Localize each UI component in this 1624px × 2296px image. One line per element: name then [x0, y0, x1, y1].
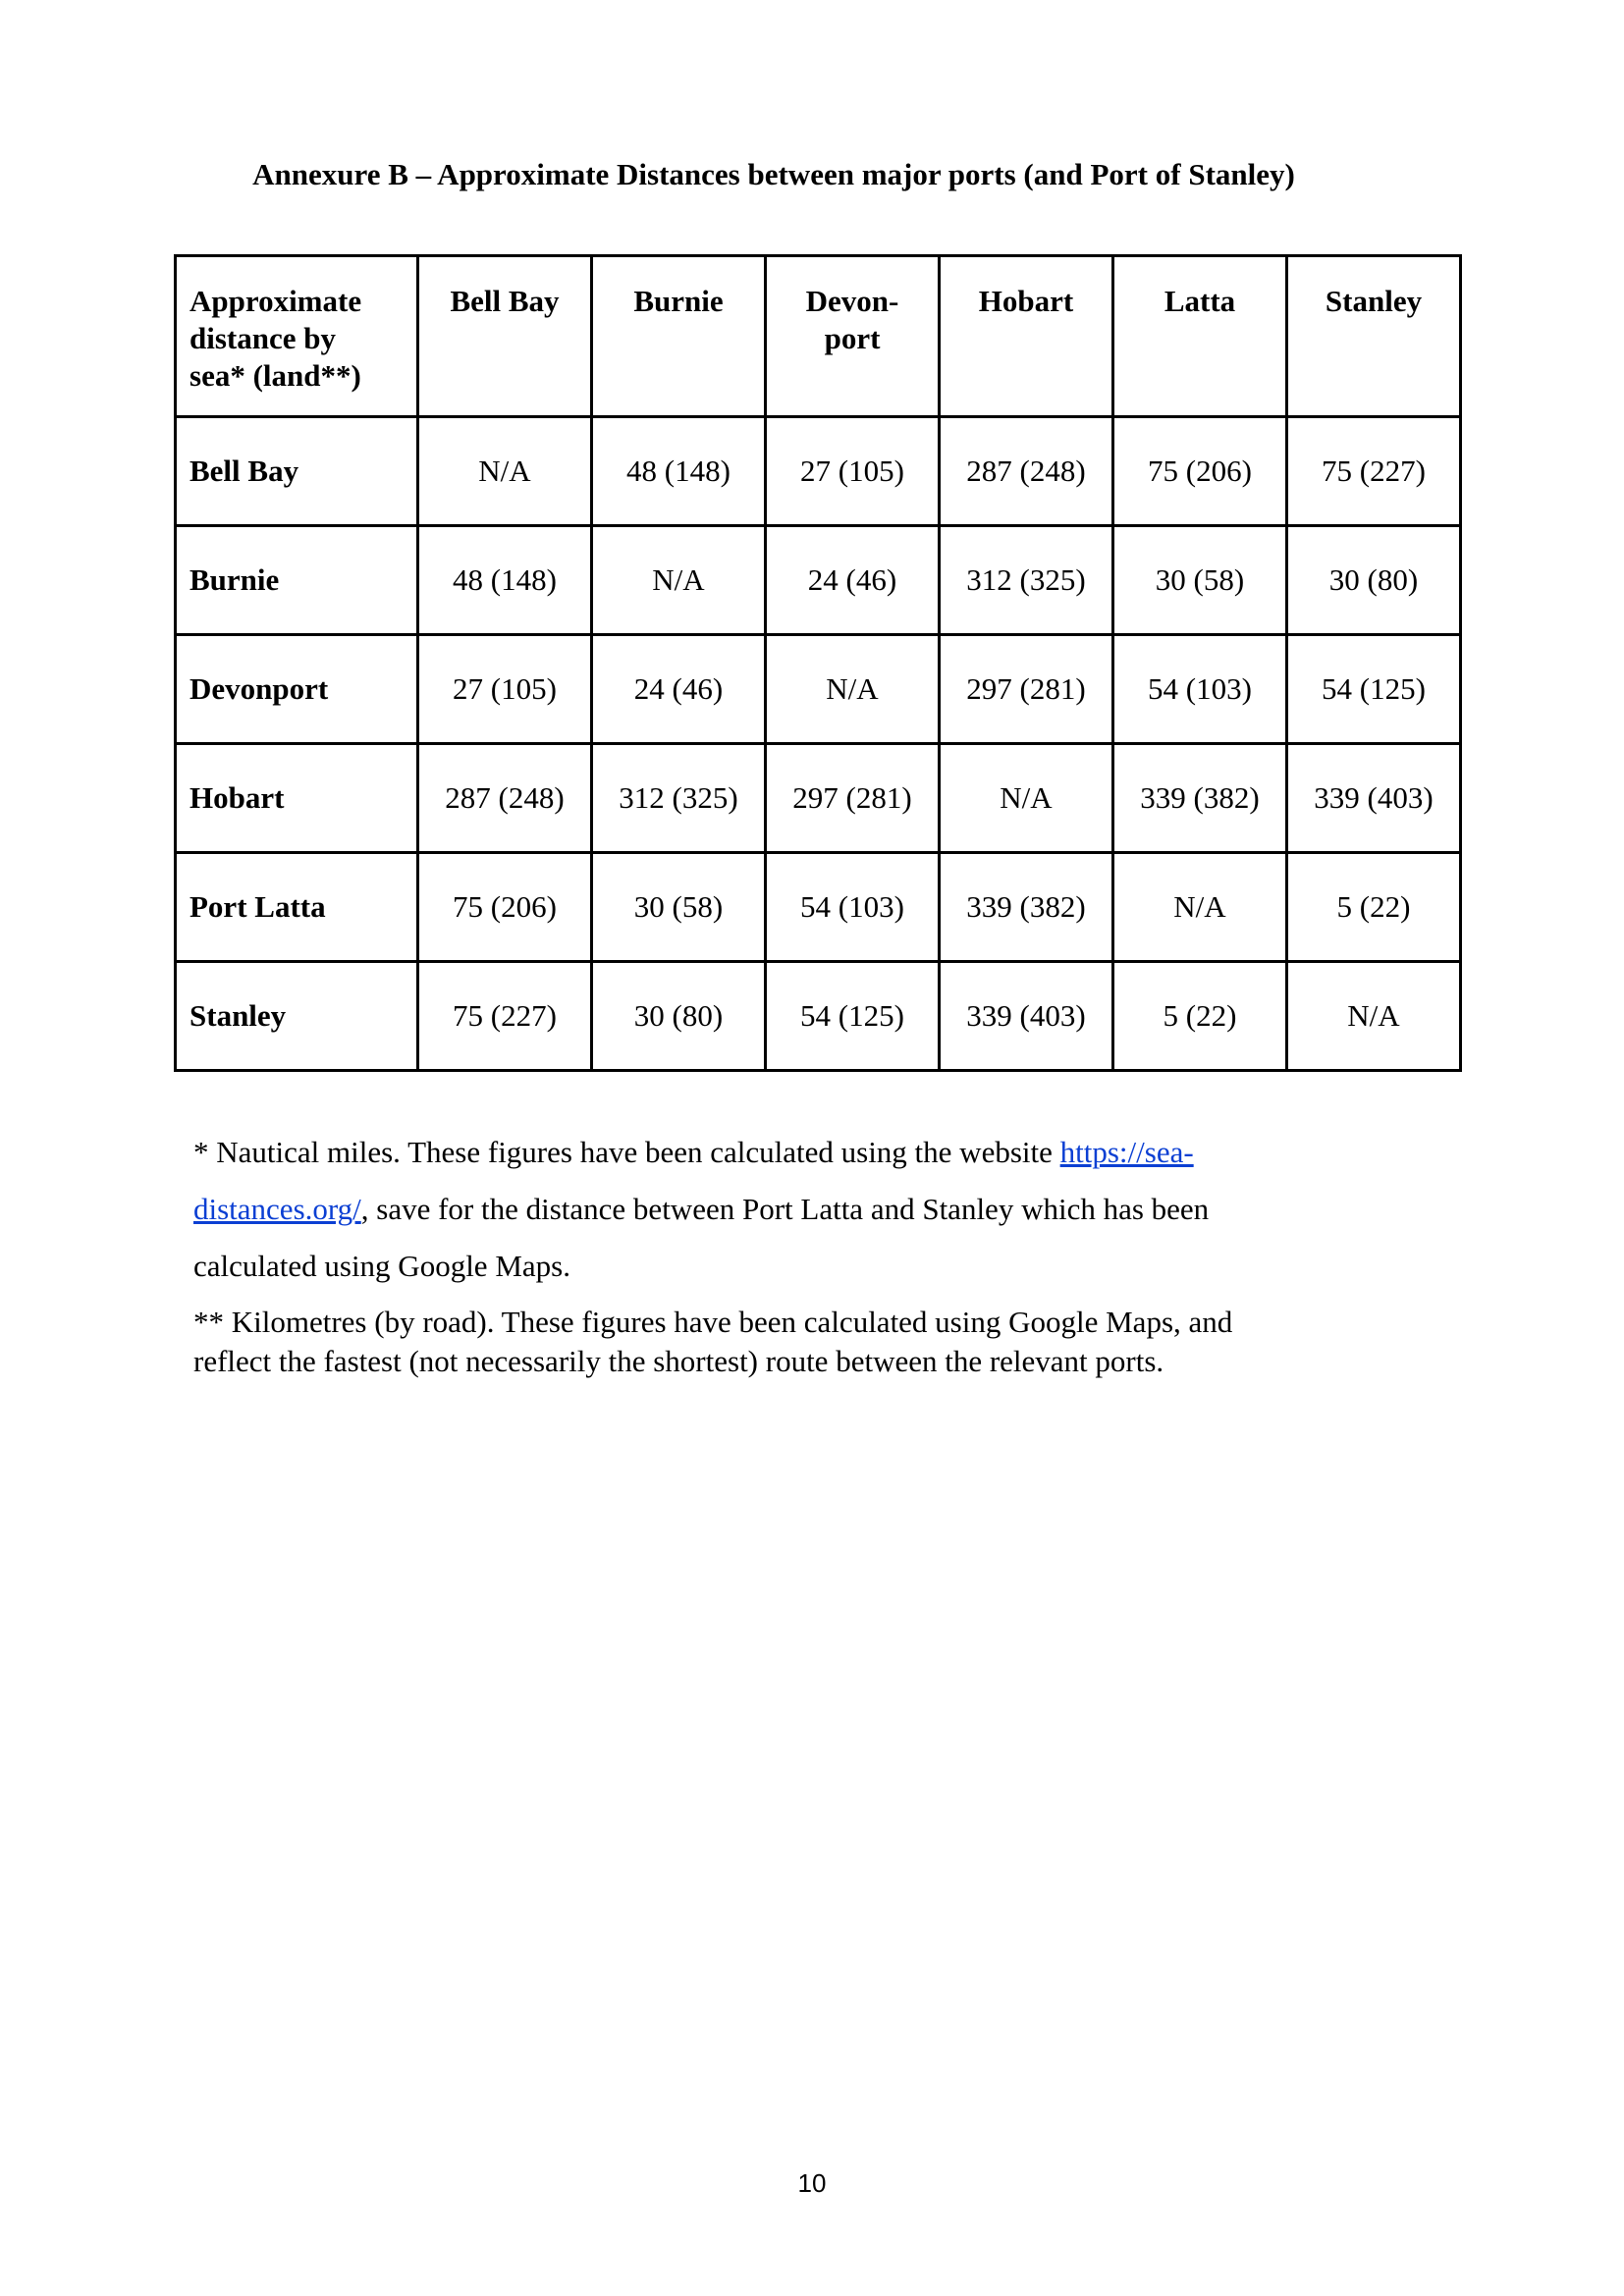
distance-cell: 30 (80) — [1287, 526, 1461, 635]
footnote-text: ** Kilometres (by road). These figures have been calculated using Google Maps, and — [193, 1305, 1233, 1339]
column-header-label: Burnie — [633, 284, 724, 318]
page-title-text: Annexure B – Approximate Distances between major ports (and Port of Stanley) — [252, 157, 1295, 191]
distance-cell: 54 (125) — [1287, 635, 1461, 744]
distance-cell: 24 (46) — [766, 526, 940, 635]
page-number: 10 — [797, 2168, 827, 2198]
distance-cell: 54 (103) — [1113, 635, 1287, 744]
table-row — [176, 526, 1461, 635]
table-row — [176, 635, 1461, 744]
distance-cell: 297 (281) — [940, 635, 1113, 744]
column-header-stanley — [1287, 256, 1461, 417]
sea-distances-link[interactable]: distances.org/ — [193, 1192, 361, 1226]
page-title — [0, 155, 1624, 194]
corner-header-line: distance by — [189, 321, 336, 355]
footnote-text: calculated using Google Maps. — [193, 1249, 570, 1283]
distance-cell: 30 (58) — [1113, 526, 1287, 635]
distance-cell: N/A — [940, 744, 1113, 853]
distance-cell: 312 (325) — [940, 526, 1113, 635]
column-header-label: Stanley — [1325, 284, 1423, 318]
column-header-bell-bay — [418, 256, 592, 417]
distance-cell: 339 (382) — [1113, 744, 1287, 853]
distance-cell: 54 (103) — [766, 853, 940, 962]
table-row — [176, 744, 1461, 853]
corner-header-line: Approximate — [189, 284, 362, 318]
column-header-hobart — [940, 256, 1113, 417]
distance-cell: 75 (227) — [418, 962, 592, 1071]
corner-header-line: sea* (land**) — [189, 358, 361, 393]
footnote-text: reflect the fastest (not necessarily the shortest) route between the relevant ports. — [193, 1344, 1164, 1378]
distance-cell: 287 (248) — [940, 417, 1113, 526]
distance-cell: N/A — [766, 635, 940, 744]
footnote-text: * Nautical miles. These figures have been calculated using the website — [193, 1135, 1060, 1169]
column-header-label: port — [824, 321, 881, 355]
distance-cell: 312 (325) — [592, 744, 766, 853]
distance-table — [174, 254, 1462, 1072]
distance-cell: N/A — [1113, 853, 1287, 962]
distance-cell: 27 (105) — [766, 417, 940, 526]
row-header-cell: Devonport — [176, 635, 418, 744]
row-header-cell: Hobart — [176, 744, 418, 853]
distance-cell: 48 (148) — [418, 526, 592, 635]
column-header-label: Bell Bay — [450, 284, 560, 318]
column-header-burnie — [592, 256, 766, 417]
footnotes — [193, 1124, 1352, 1381]
distance-cell: 27 (105) — [418, 635, 592, 744]
distance-cell: N/A — [1287, 962, 1461, 1071]
corner-header-cell — [176, 256, 418, 417]
distance-cell: 287 (248) — [418, 744, 592, 853]
distance-cell: 30 (80) — [592, 962, 766, 1071]
row-header-cell: Stanley — [176, 962, 418, 1071]
table-row — [176, 853, 1461, 962]
distance-cell: 339 (403) — [1287, 744, 1461, 853]
table-header-row — [176, 256, 1461, 417]
distance-cell: 5 (22) — [1113, 962, 1287, 1071]
distance-cell: 297 (281) — [766, 744, 940, 853]
footnote-text: , save for the distance between Port Latta and Stanley which has been — [360, 1192, 1210, 1226]
distance-cell: 54 (125) — [766, 962, 940, 1071]
column-header-devonport — [766, 256, 940, 417]
table-row — [176, 417, 1461, 526]
column-header-label: Latta — [1164, 284, 1236, 318]
row-header-cell: Bell Bay — [176, 417, 418, 526]
distance-cell: 5 (22) — [1287, 853, 1461, 962]
table-row — [176, 962, 1461, 1071]
column-header-latta — [1113, 256, 1287, 417]
distance-cell: 75 (206) — [418, 853, 592, 962]
distance-cell: 48 (148) — [592, 417, 766, 526]
sea-distances-link[interactable]: https://sea- — [1059, 1135, 1194, 1169]
column-header-label: Hobart — [978, 284, 1074, 318]
footnote-kilometres — [193, 1303, 1352, 1381]
distance-cell: 75 (227) — [1287, 417, 1461, 526]
distance-cell: 339 (403) — [940, 962, 1113, 1071]
row-header-cell: Burnie — [176, 526, 418, 635]
distance-cell: 24 (46) — [592, 635, 766, 744]
distance-cell: 339 (382) — [940, 853, 1113, 962]
row-header-cell: Port Latta — [176, 853, 418, 962]
column-header-label: Devon- — [805, 284, 899, 318]
distance-cell: 30 (58) — [592, 853, 766, 962]
distance-cell: N/A — [592, 526, 766, 635]
distance-cell: N/A — [418, 417, 592, 526]
distance-cell: 75 (206) — [1113, 417, 1287, 526]
footnote-nautical-miles — [193, 1124, 1352, 1295]
